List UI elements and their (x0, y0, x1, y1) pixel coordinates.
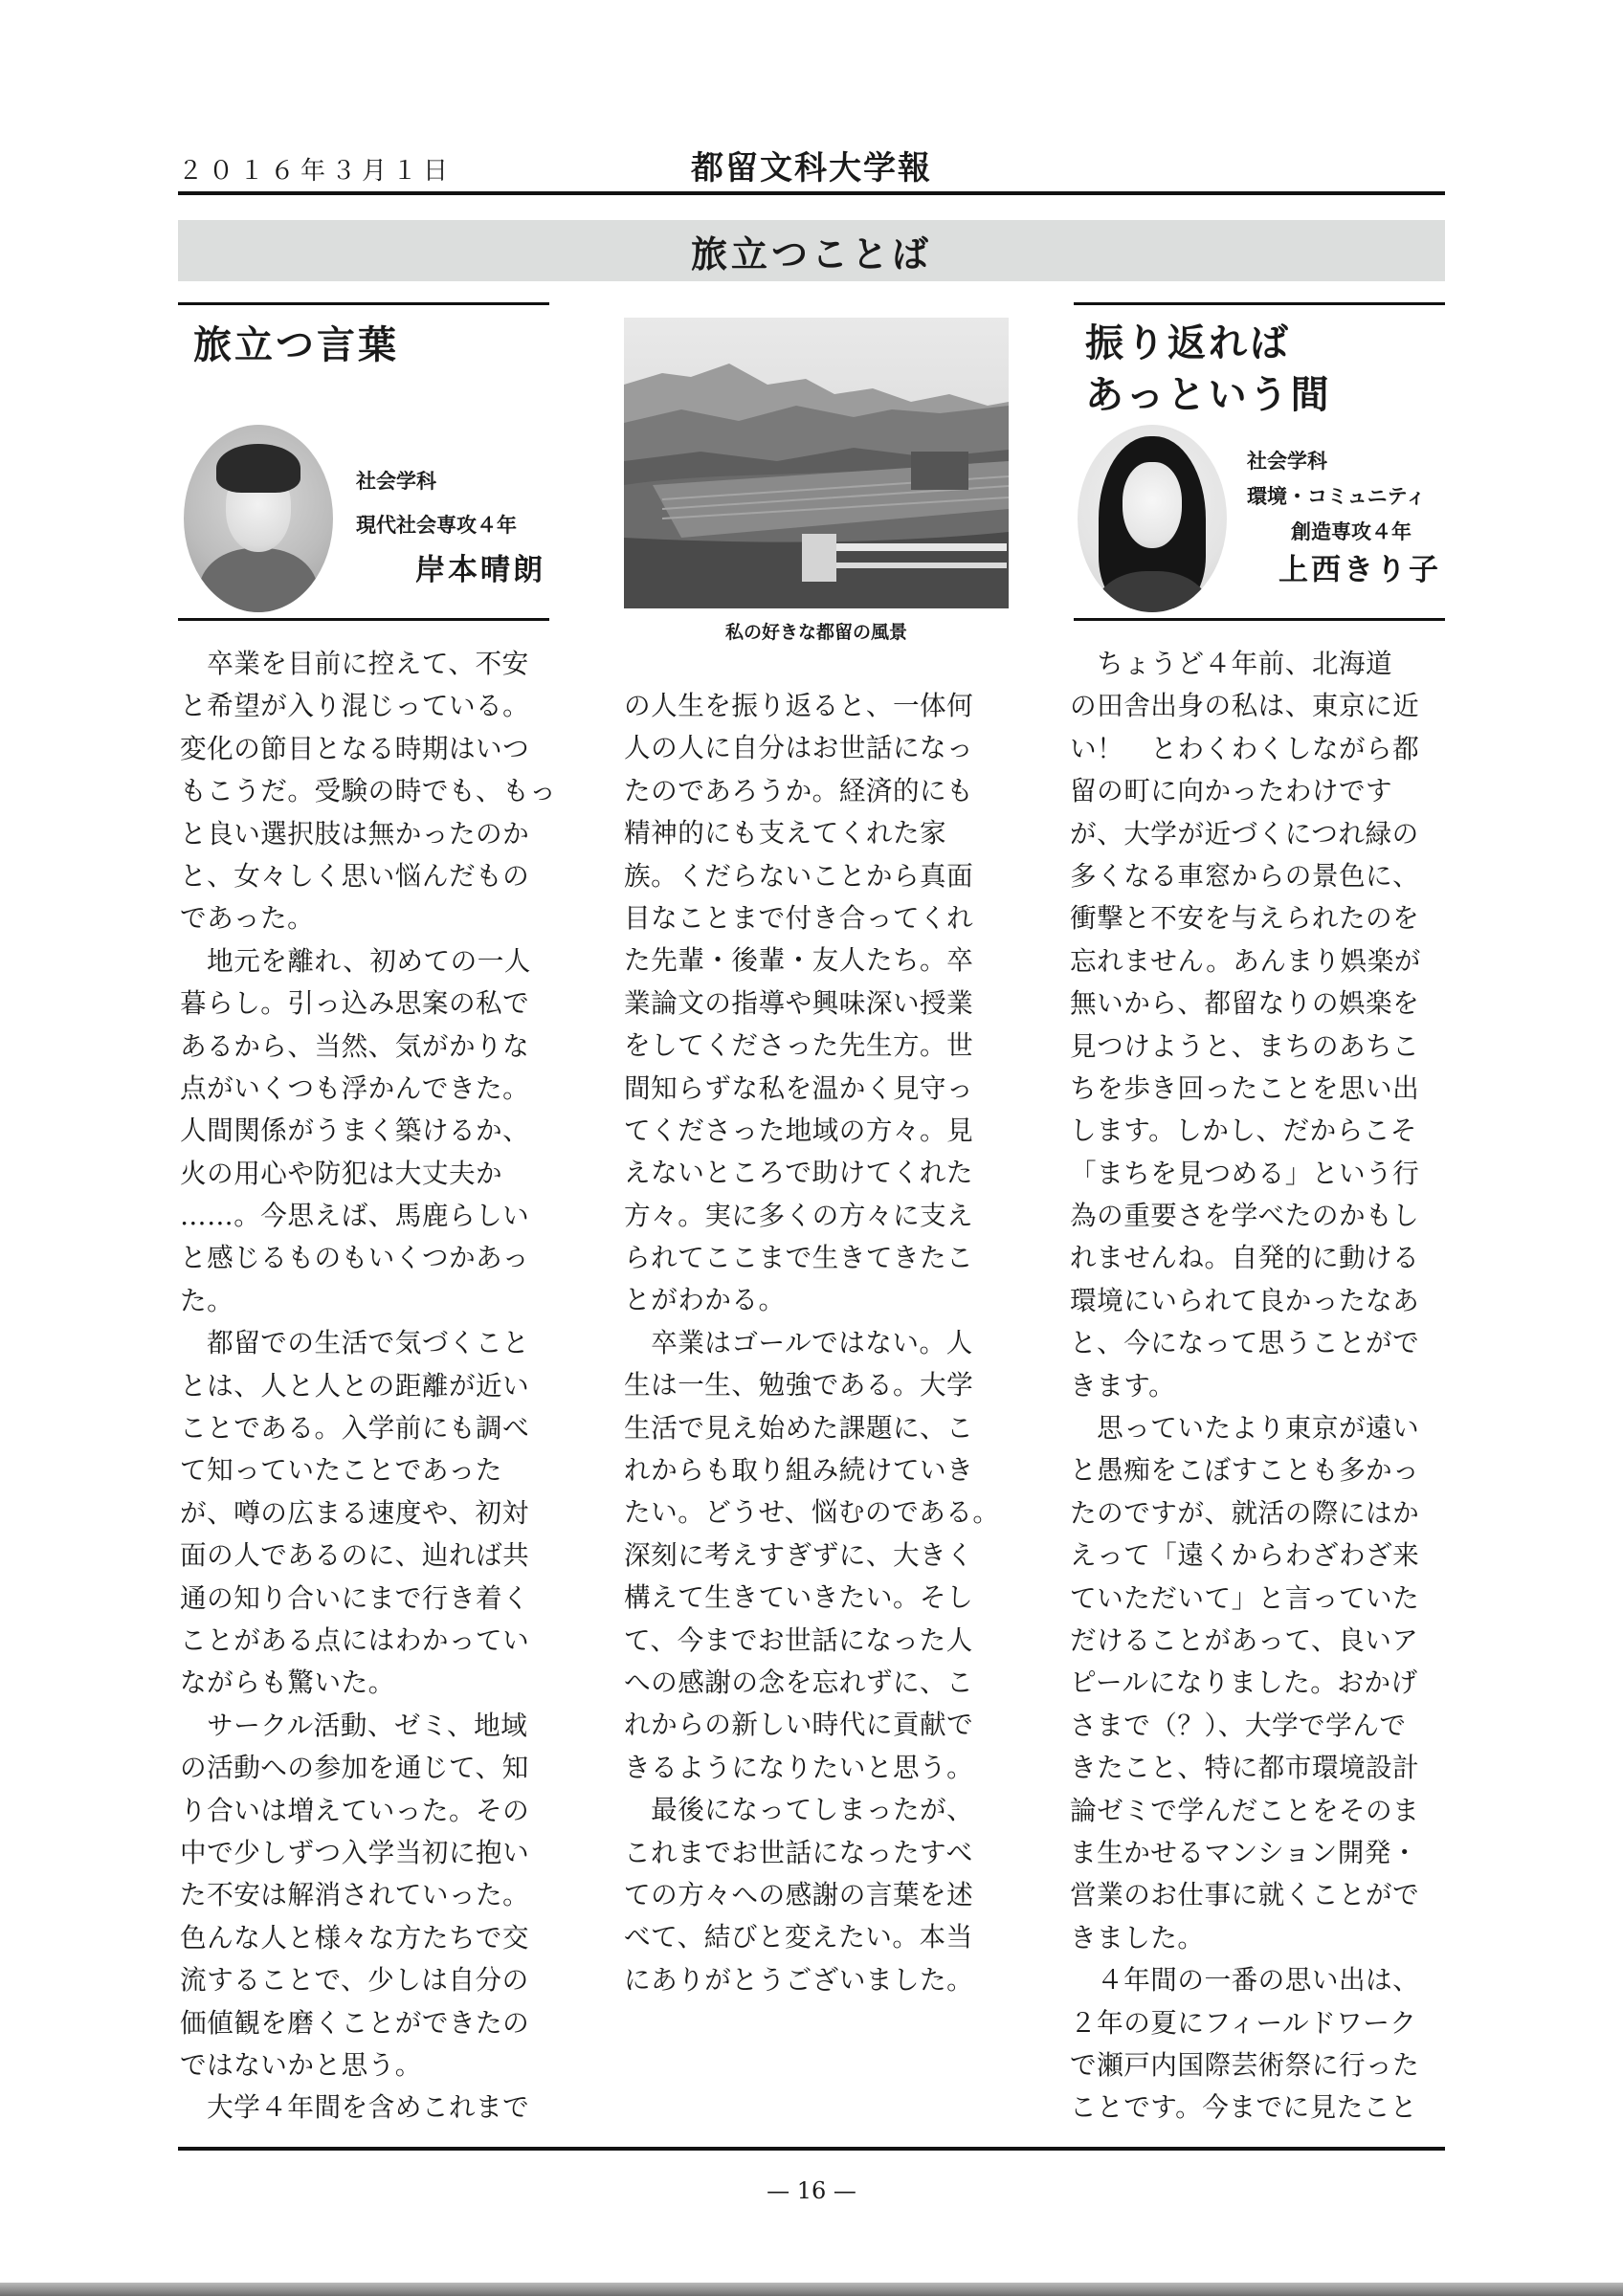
body-text-line: 営業のお仕事に就くことがで (1070, 1879, 1420, 1911)
body-text-line: 中で少しずつ入学当初に抱い (180, 1836, 530, 1868)
body-text-line: た先輩・後輩・友人たち。卒 (624, 944, 974, 977)
body-text-line: と希望が入り混じっている。 (180, 690, 530, 722)
body-text-line: 生は一生、勉強である。大学 (624, 1369, 974, 1402)
section-title: 旅立つことば (690, 232, 932, 276)
body-text-line: ての方々への感謝の言葉を述 (624, 1878, 974, 1910)
body-text-line: ではないかと思う。 (180, 2048, 422, 2081)
body-text-line: ながらも驚いた。 (180, 1667, 395, 1699)
body-text-line: 環境にいられて良かったなあ (1070, 1284, 1420, 1316)
body-text-line: します。しかし、だからこそ (1070, 1115, 1418, 1147)
body-text-line: 暮らし。引っ込み思案の私で (180, 987, 530, 1020)
body-text-line: きました。 (1070, 1921, 1205, 1954)
body-text-line: 衝撃と不安を与えられたのを (1070, 902, 1420, 935)
body-text-line: ちょうど４年前、北海道 (1070, 648, 1393, 679)
body-text-line: であった。 (180, 902, 315, 935)
body-text-line: れからの新しい時代に貢献で (624, 1709, 974, 1741)
left-author-department: 社会学科 (356, 470, 436, 493)
body-text-line: 人間関係がうまく築けるか、 (180, 1115, 530, 1147)
body-text-line: られてここまで生きてきたこ (624, 1242, 974, 1274)
body-text-line: あるから、当然、気がかりな (180, 1029, 530, 1062)
page-header (178, 140, 1445, 191)
body-text-line: えって「遠くからわざわざ来 (1070, 1539, 1420, 1572)
body-text-line: の人生を振り返ると、一体何 (624, 690, 974, 721)
body-text-line: と、女々しく思い悩んだもの (180, 859, 530, 892)
body-text-line: て知っていたことであった (180, 1454, 502, 1487)
right-author-name: 上西きり子 (1278, 553, 1441, 587)
left-article-title (193, 320, 399, 371)
header-rule (178, 191, 1445, 195)
body-text-line: べて、結びと変えたい。本当 (624, 1921, 973, 1954)
body-text-line: にありがとうございました。 (624, 1963, 974, 1996)
body-text-line: たのであろうか。経済的にも (624, 774, 974, 806)
body-text-line: 深刻に考えすぎずに、大きく (624, 1538, 974, 1571)
right-meta-bottom-rule (1074, 618, 1445, 621)
body-text-line: 精神的にも支えてくれた家 (624, 817, 947, 850)
body-text-line: て、今までお世話になった人 (624, 1623, 973, 1656)
body-text-line: れませんね。自発的に動ける (1070, 1242, 1420, 1274)
body-text-line: ２年の夏にフィールドワーク (1070, 2006, 1417, 2039)
body-text-line: ことがある点にはわかってい (180, 1623, 530, 1656)
body-text-line: た不安は解消されていった。 (180, 1879, 530, 1911)
body-text-line: 無いから、都留なりの娯楽を (1070, 987, 1420, 1020)
body-text-line: ちを歩き回ったことを思い出 (1070, 1071, 1420, 1104)
right-article-body (1070, 643, 1449, 2135)
body-text-line: えないところで助けてくれた (624, 1157, 973, 1189)
body-text-line: たのですが、就活の際にはか (1070, 1496, 1420, 1529)
body-text-line: た。 (180, 1284, 234, 1316)
left-author-photo (184, 425, 333, 612)
body-text-line: 思っていたより東京が遠い (1070, 1412, 1420, 1445)
body-text-line: 地元を離れ、初めての一人 (180, 944, 531, 977)
body-text-line: 卒業はゴールではない。人 (624, 1326, 973, 1358)
body-text-line: が、噂の広まる速度や、初対 (180, 1496, 529, 1529)
body-text-line: これまでお世話になったすべ (624, 1836, 973, 1868)
left-author-major: 現代社会専攻４年 (356, 514, 517, 537)
body-text-line: きるようになりたいと思う。 (624, 1751, 974, 1783)
body-text-line: 通の知り合いにまで行き着く (180, 1581, 530, 1614)
footer-rule (178, 2147, 1445, 2151)
body-text-line: ま生かせるマンション開発・ (1070, 1836, 1418, 1868)
issue-date: ２０１６年３月１日 (178, 157, 455, 186)
left-author-meta (356, 466, 517, 541)
body-text-line: 構えて生きていきたい。そし (624, 1581, 974, 1614)
body-text-line: 業論文の指導や興味深い授業 (624, 986, 974, 1019)
body-text-line: で瀬戸内国際芸術祭に行った (1070, 2048, 1420, 2081)
body-text-line: とは、人と人との距離が近い (180, 1369, 530, 1402)
right-author-meta (1247, 446, 1426, 548)
body-text-line: 「まちを見つめる」という行 (1070, 1157, 1420, 1189)
body-text-line: サークル活動、ゼミ、地域 (180, 1709, 528, 1741)
body-text-line: ていただいて」と言っていた (1070, 1581, 1420, 1614)
body-text-line: への感謝の念を忘れずに、こ (624, 1666, 974, 1698)
body-text-line: 点がいくつも浮かんできた。 (180, 1071, 530, 1104)
body-text-line: ピールになりました。おかげ (1070, 1667, 1418, 1699)
photo-caption: 私の好きな都留の風景 (724, 622, 907, 643)
body-text-line: 見つけようと、まちのあちこ (1070, 1029, 1420, 1062)
body-text-line: 色んな人と様々な方たちで交 (180, 1921, 529, 1954)
right-author-program: 環境・コミュニティ (1247, 485, 1426, 508)
body-text-line: ……。今思えば、馬鹿らしい (180, 1200, 530, 1232)
body-text-line: 変化の節目となる時期はいつ (180, 732, 530, 764)
page-edge (0, 2283, 1623, 2296)
body-text-line: 留の町に向かったわけです (1070, 775, 1393, 807)
left-author-name: 岸本晴朗 (415, 553, 545, 587)
body-text-line: 火の用心や防犯は大丈夫か (180, 1157, 503, 1189)
body-text-line: とがわかる。 (624, 1284, 786, 1316)
right-title-top-rule (1074, 302, 1445, 305)
body-text-line: 人の人に自分はお世話になっ (624, 732, 974, 764)
left-title-top-rule (178, 302, 549, 305)
left-meta-bottom-rule (178, 618, 549, 621)
landscape-photo (624, 318, 1009, 608)
body-text-line: 為の重要さを学べたのかもし (1070, 1200, 1420, 1232)
page-number: — 16 — (767, 2177, 856, 2204)
left-article-body (180, 643, 559, 2135)
body-text-line: 卒業を目前に控えて、不安 (180, 648, 529, 679)
body-text-line: 大学４年間を含めこれまで (180, 2091, 530, 2124)
right-title-line-2: あっという間 (1085, 373, 1332, 417)
body-text-line: れからも取り組み続けていき (624, 1454, 974, 1487)
body-text-line: が、大学が近づくにつれ緑の (1070, 817, 1419, 850)
body-text-line: と愚痴をこぼすことも多かっ (1070, 1454, 1420, 1487)
body-text-line: り合いは増えていった。その (180, 1794, 530, 1826)
body-text-line: 流することで、少しは自分の (180, 1964, 529, 1997)
body-text-line: をしてくださった先生方。世 (624, 1029, 974, 1062)
body-text-line: 価値観を磨くことができたの (180, 2006, 530, 2039)
body-text-line: 多くなる車窓からの景色に、 (1070, 859, 1420, 892)
body-text-line: 生活で見え始めた課題に、こ (624, 1411, 974, 1444)
body-text-line: 族。くだらないことから真面 (624, 859, 974, 892)
body-text-line: 論ゼミで学んだことをそのま (1070, 1794, 1420, 1826)
body-text-line: 忘れません。あんまり娯楽が (1070, 944, 1421, 977)
body-text-line: さまで（？）、大学で学んで (1070, 1709, 1407, 1741)
body-text-line: もこうだ。受験の時でも、もっ (180, 775, 557, 807)
body-text-line: たい。どうせ、悩むのである。 (624, 1496, 1000, 1529)
body-text-line: と、今になって思うことがで (1070, 1327, 1420, 1359)
left-title-line: 旅立つ言葉 (193, 323, 399, 367)
body-text-line: と感じるものもいくつかあっ (180, 1242, 529, 1274)
landscape-image (624, 318, 1009, 608)
body-text-line: きたこと、特に都市環境設計 (1070, 1752, 1420, 1784)
body-text-line: きます。 (1070, 1369, 1176, 1402)
body-text-line: 最後になってしまったが、 (624, 1794, 974, 1826)
right-title-line-1: 振り返れば (1085, 321, 1291, 365)
section-banner (178, 220, 1445, 281)
body-text-line: 方々。実に多くの方々に支え (624, 1199, 974, 1231)
right-author-major: 創造専攻４年 (1291, 520, 1412, 543)
body-text-line: ことである。入学前にも調べ (180, 1412, 530, 1445)
body-text-line: の田舎出身の私は、東京に近 (1070, 690, 1420, 722)
newspaper-title: 都留文科大学報 (691, 149, 932, 188)
body-text-line: ことです。今までに見たこと (1070, 2091, 1418, 2124)
body-text-line: てくださった地域の方々。見 (624, 1114, 974, 1146)
body-text-line: 間知らずな私を温かく見守っ (624, 1071, 974, 1104)
body-text-line: の活動への参加を通じて、知 (180, 1752, 529, 1784)
right-author-department: 社会学科 (1247, 450, 1327, 473)
right-author-photo (1078, 425, 1227, 612)
body-text-line: 目なことまで付き合ってくれ (624, 901, 974, 934)
body-text-line: い！ とわくわくしながら都 (1070, 732, 1420, 764)
body-text-line: 面の人であるのに、辿れば共 (180, 1539, 530, 1572)
body-text-line: と良い選択肢は無かったのか (180, 817, 530, 850)
body-text-line: だけることがあって、良いア (1070, 1623, 1419, 1656)
right-article-title (1085, 318, 1332, 421)
middle-article-body (624, 685, 1003, 2177)
body-text-line: 都留での生活で気づくこと (180, 1327, 530, 1359)
body-text-line: ４年間の一番の思い出は、 (1070, 1964, 1420, 1997)
